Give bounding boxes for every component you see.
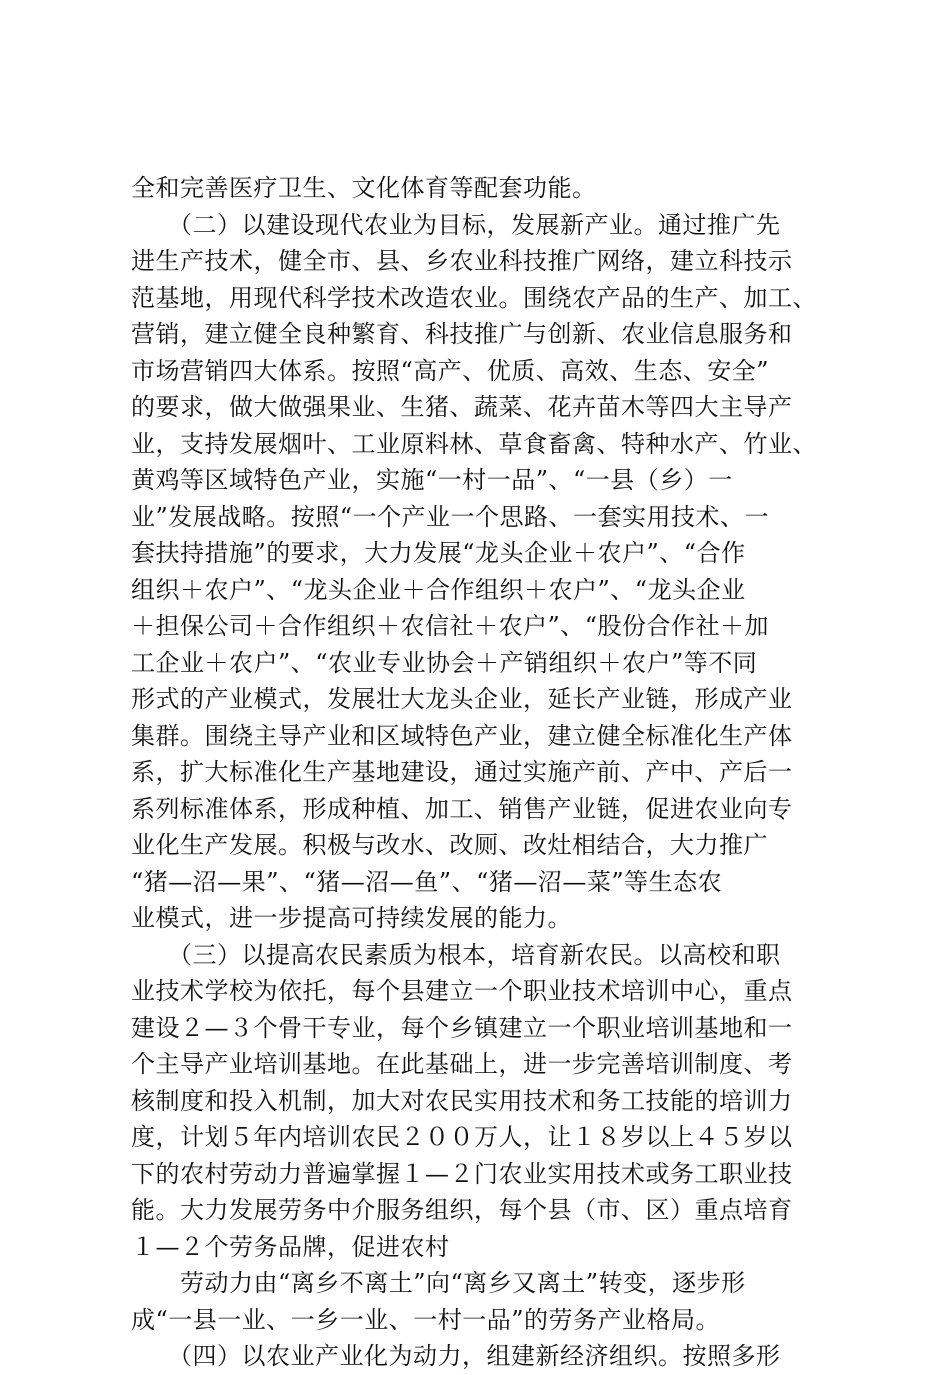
text-line: 进生产技术，健全市、县、乡农业科技推广网络，建立科技示: [131, 247, 793, 275]
text-line: 系，扩大标准化生产基地建设，通过实施产前、产中、产后一: [131, 758, 793, 786]
text-line: 系列标准体系，形成种植、加工、销售产业链，促进农业向专: [131, 794, 793, 823]
text-line: 业技术学校为依托，每个县建立一个职业技术培训中心，重点: [131, 977, 793, 1005]
text-line: ＋担保公司＋合作组织＋农信社＋农户”、“股份合作社＋加: [131, 612, 770, 640]
text-line: 下的农村劳动力普遍掌握１—２门农业实用技术或务工职业技: [131, 1159, 793, 1188]
text-line: 集群。围绕主导产业和区域特色产业，建立健全标准化生产体: [131, 721, 793, 750]
text-line: “猪—沼—果”、“猪—沼—鱼”、“猪—沼—菜”等生态农: [131, 867, 723, 896]
text-line: 劳动力由“离乡不离土”向“离乡又离土”转变，逐步形: [131, 1269, 746, 1297]
text-line: （二）以建设现代农业为目标，发展新产业。通过推广先: [131, 210, 781, 239]
text-line: 市场营销四大体系。按照“高产、优质、高效、生态、安全”: [131, 356, 770, 385]
text-line: 成“一县一业、一乡一业、一村一品”的劳务产业格局。: [131, 1305, 721, 1334]
text-line: （三）以提高农民素质为根本，培育新农民。以高校和职: [131, 940, 781, 969]
text-line: （四）以农业产业化为动力，组建新经济组织。按照多形: [131, 1342, 781, 1370]
text-line: 业，支持发展烟叶、工业原料林、草食畜禽、特种水产、竹业、: [131, 429, 817, 458]
text-line: 的要求，做大做强果业、生猪、蔬菜、花卉苗木等四大主导产: [131, 393, 793, 421]
text-line: 建设２—３个骨干专业，每个乡镇建立一个职业培训基地和一: [131, 1013, 793, 1042]
text-line: 能。大力发展劳务中介服务组织，每个县（市、区）重点培育: [131, 1196, 793, 1224]
text-line: 形式的产业模式，发展壮大龙头企业，延长产业链，形成产业: [131, 685, 793, 713]
text-line: １—２个劳务品牌，促进农村: [131, 1232, 450, 1261]
text-line: 业化生产发展。积极与改水、改厕、改灶相结合，大力推广: [131, 831, 768, 859]
text-line: 业模式，进一步提高可持续发展的能力。: [131, 904, 572, 932]
text-line: 全和完善医疗卫生、文化体育等配套功能。: [131, 174, 597, 202]
text-line: 套扶持措施”的要求，大力发展“龙头企业＋农户”、“合作: [131, 539, 746, 567]
document-body: [131, 170, 851, 1375]
text-line: 个主导产业培训基地。在此基础上，进一步完善培训制度、考: [131, 1050, 793, 1078]
text-line: 工企业＋农户”、“农业专业协会＋产销组织＋农户”等不同: [131, 648, 758, 677]
text-line: 营销，建立健全良种繁育、科技推广与创新、农业信息服务和: [131, 320, 793, 348]
text-line: 组织＋农户”、“龙头企业＋合作组织＋农户”、“龙头企业: [131, 575, 746, 604]
text-line: 业”发展战略。按照“一个产业一个思路、一套实用技术、一: [131, 502, 770, 531]
text-line: 核制度和投入机制，加大对农民实用技术和务工技能的培训力: [131, 1086, 793, 1115]
text-line: 范基地，用现代科学技术改造农业。围绕农产品的生产、加工、: [131, 283, 817, 312]
text-line: 黄鸡等区域特色产业，实施“一村一品”、“一县（乡）一: [131, 466, 733, 494]
text-line: 度，计划５年内培训农民２００万人，让１８岁以上４５岁以: [131, 1123, 793, 1151]
